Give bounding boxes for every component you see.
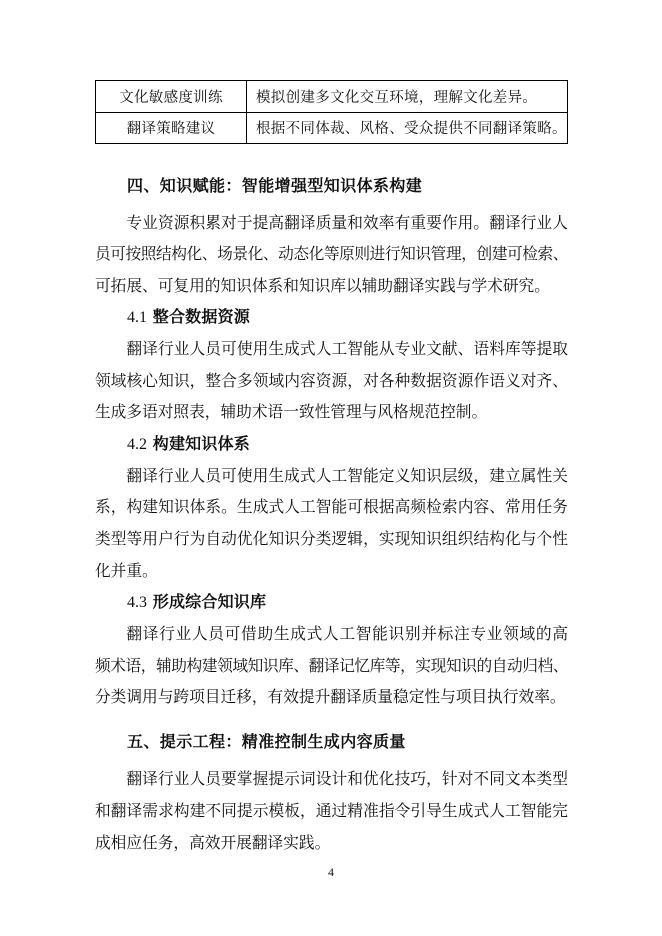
- paragraph-line: 翻译行业人员可使用生成式人工智能从专业文献、语料库等提取: [126, 339, 568, 359]
- paragraph-prompt-engineering: [95, 763, 568, 858]
- table-description-text: 模拟创建多文化交互环境，理解文化差异。: [256, 89, 538, 106]
- paragraph-line: 类型等用户行为自动优化知识分类逻辑，实现知识组织结构化与个性: [95, 529, 568, 549]
- section-heading-4: 四、知识赋能：智能增强型知识体系构建: [127, 176, 423, 196]
- paragraph-build-knowledge-system: [95, 460, 568, 587]
- paragraph-knowledge-intro: [95, 207, 568, 302]
- paragraph-line: 翻译行业人员要掌握提示词设计和优化技巧，针对不同文本类型: [126, 769, 568, 789]
- subheading-4-3: [95, 586, 568, 618]
- paragraph-line: 领域核心知识，整合多领域内容资源，对各种数据资源作语义对齐、: [95, 370, 568, 390]
- paragraph-line: 翻译行业人员可借助生成式人工智能识别并标注专业领域的高: [126, 624, 568, 644]
- table-item-text: 翻译策略建议: [126, 121, 216, 138]
- subheading-title: 整合数据资源: [152, 307, 250, 327]
- paragraph-line: 和翻译需求构建不同提示模板，通过精准指令引导生成式人工智能完: [95, 800, 568, 820]
- paragraph-line: 员可按照结构化、场景化、动态化等原则进行知识管理，创建可检索、: [95, 244, 568, 264]
- table-row: [96, 112, 568, 144]
- table-cell-item: [96, 81, 247, 113]
- table-description-text: 根据不同体裁、风格、受众提供不同翻译策略。: [256, 121, 567, 138]
- paragraph-line: 系，构建知识体系。生成式人工智能可根据高频检索内容、常用任务: [95, 497, 568, 517]
- subheading-number: 4.3: [127, 594, 147, 612]
- table-cell-item: [96, 112, 247, 144]
- subheading-title: 形成综合知识库: [152, 592, 267, 612]
- table-cell-description: [247, 81, 568, 113]
- subheading-title: 构建知识体系: [152, 434, 250, 454]
- page-number: 4: [328, 865, 334, 879]
- table-row: [96, 81, 568, 113]
- paragraph-line: 专业资源积累对于提高翻译质量和效率有重要作用。翻译行业人: [126, 212, 568, 232]
- paragraph-integrate-data: [95, 333, 568, 428]
- paragraph-line: 翻译行业人员可使用生成式人工智能定义知识层级，建立属性关: [126, 465, 568, 485]
- paragraph-line: 频术语，辅助构建领域知识库、翻译记忆库等，实现知识的自动归档、: [95, 655, 568, 675]
- subheading-4-1: [95, 301, 568, 333]
- function-table: [95, 80, 568, 144]
- paragraph-line: 生成多语对照表，辅助术语一致性管理与风格规范控制。: [95, 402, 488, 422]
- section-4-body: [95, 207, 568, 714]
- section-4: [95, 170, 568, 202]
- subheading-4-2: [95, 428, 568, 460]
- paragraph-line: 成相应任务，高效开展翻译实践。: [95, 832, 331, 852]
- paragraph-line: 可拓展、可复用的知识体系和知识库以辅助翻译实践与学术研究。: [95, 275, 550, 295]
- paragraph-line: 分类调用与跨项目迁移，有效提升翻译质量稳定性与项目执行效率。: [95, 687, 566, 707]
- table-item-text: 文化敏感度训练: [119, 89, 223, 106]
- section-heading-5: 五、提示工程：精准控制生成内容质量: [127, 732, 406, 752]
- section-5: [95, 726, 568, 758]
- subheading-number: 4.1: [127, 309, 147, 327]
- subheading-number: 4.2: [127, 436, 147, 454]
- paragraph-knowledge-base: [95, 618, 568, 713]
- table-cell-description: [247, 112, 568, 144]
- paragraph-line: 化并重。: [95, 560, 158, 580]
